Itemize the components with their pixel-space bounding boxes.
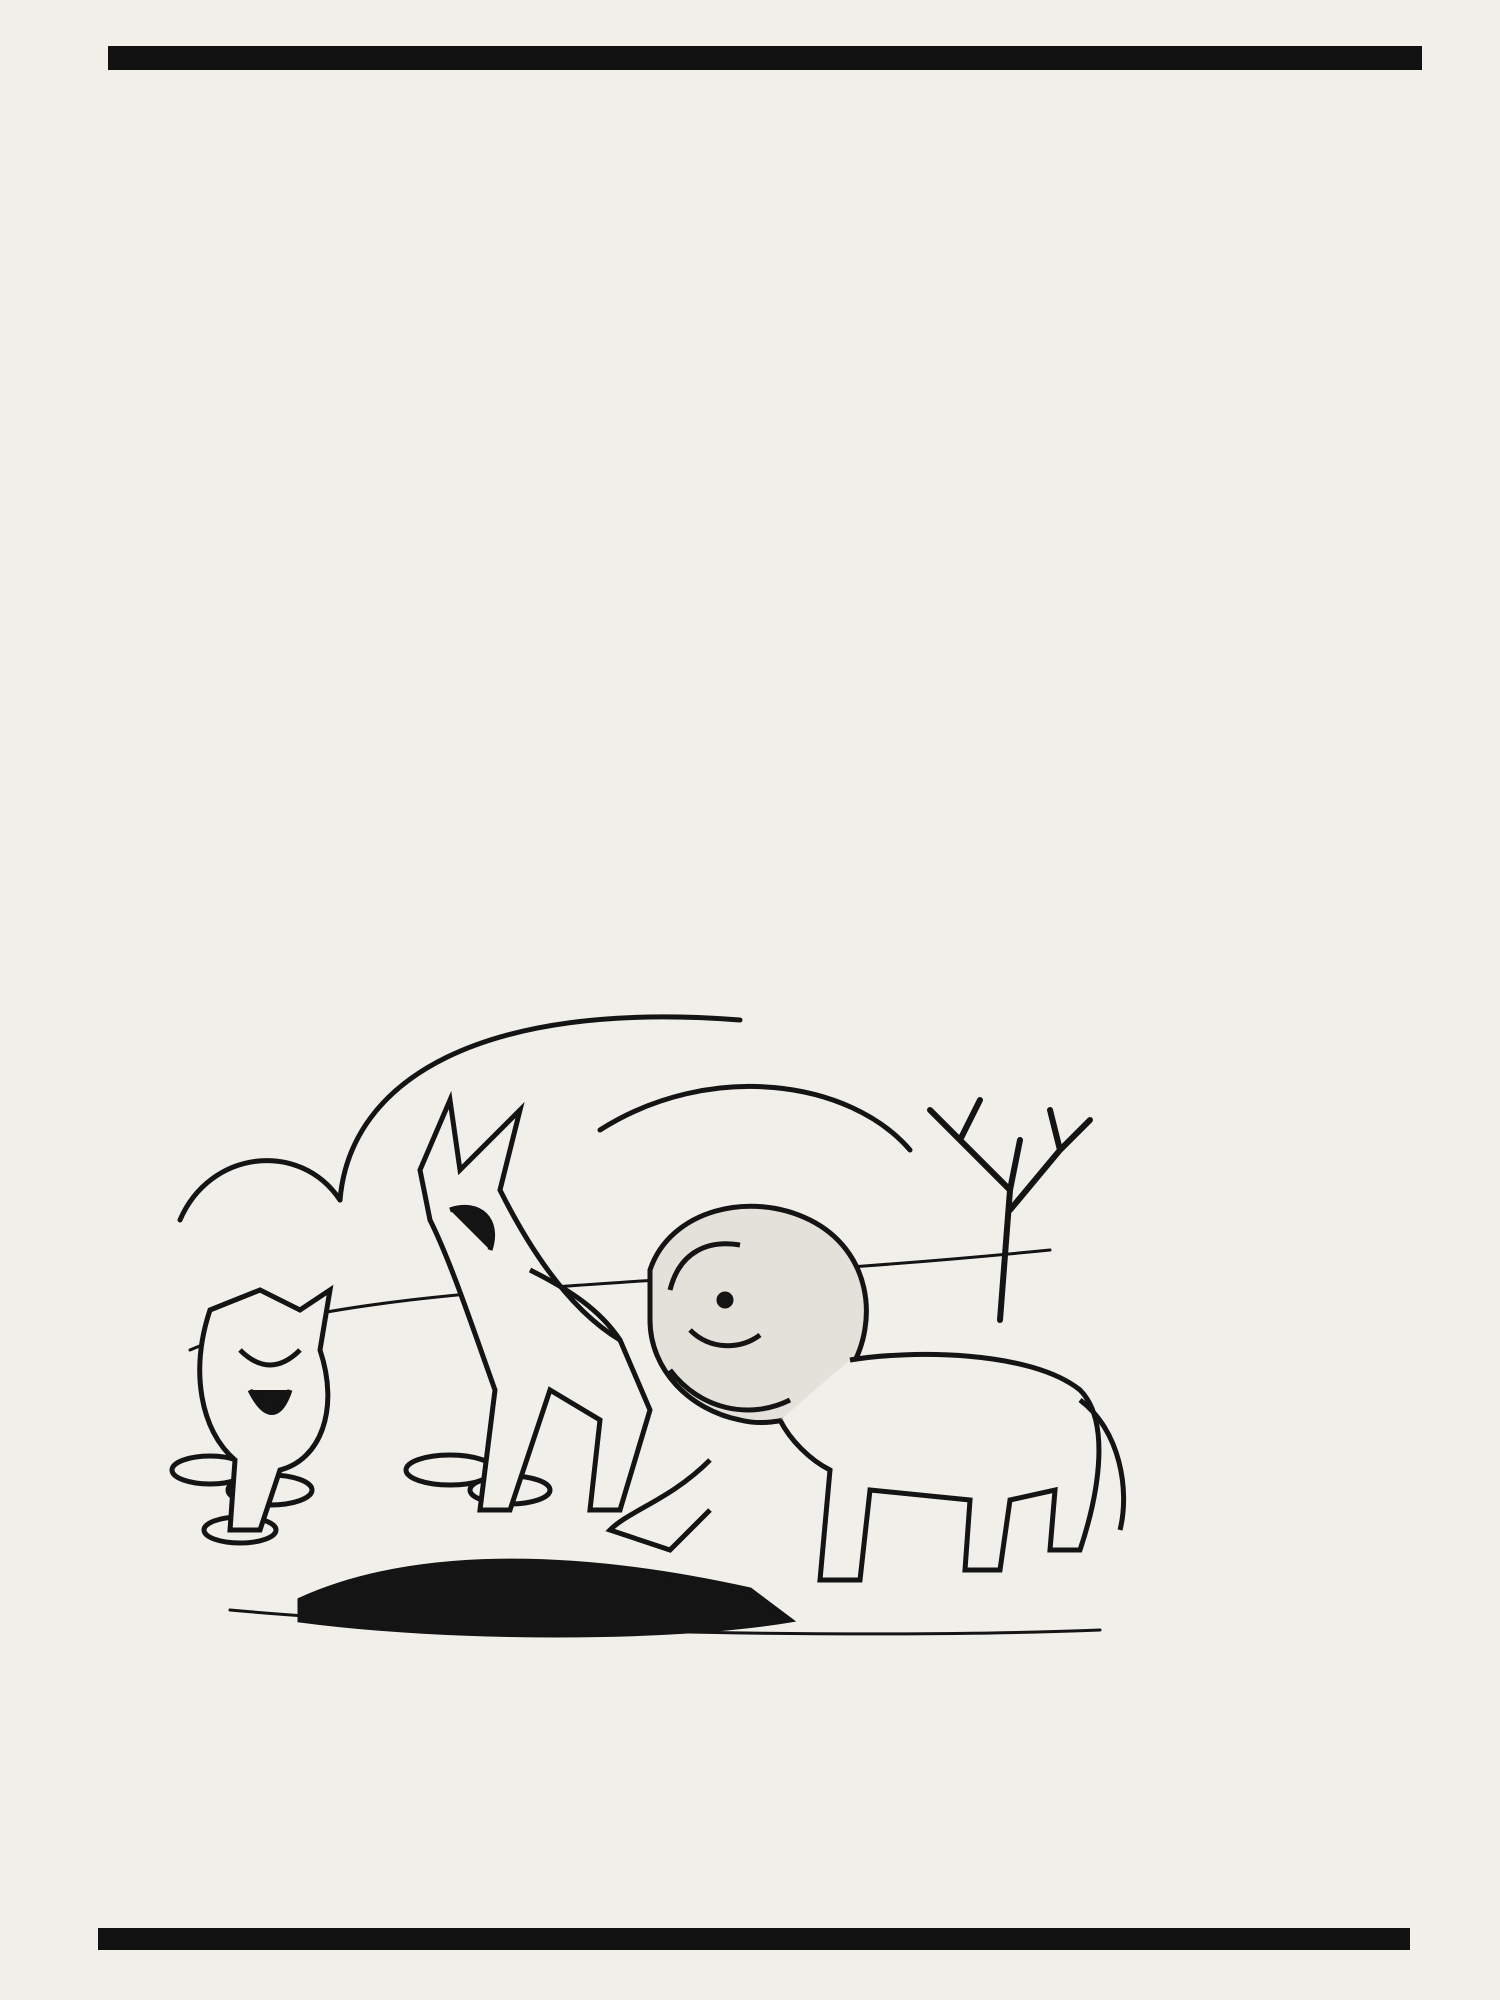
story-title [108, 178, 132, 236]
story-moral [760, 1696, 1400, 1756]
top-ornament-row [110, 88, 1415, 150]
bottom-rule [98, 1928, 1410, 1950]
donkey-icon [420, 1100, 650, 1510]
bottom-ornament-row [100, 1848, 1410, 1910]
lion-icon [610, 1206, 1124, 1580]
top-rule [108, 46, 1422, 70]
tree-icon [930, 1100, 1090, 1320]
story-illustration [150, 990, 1230, 1680]
